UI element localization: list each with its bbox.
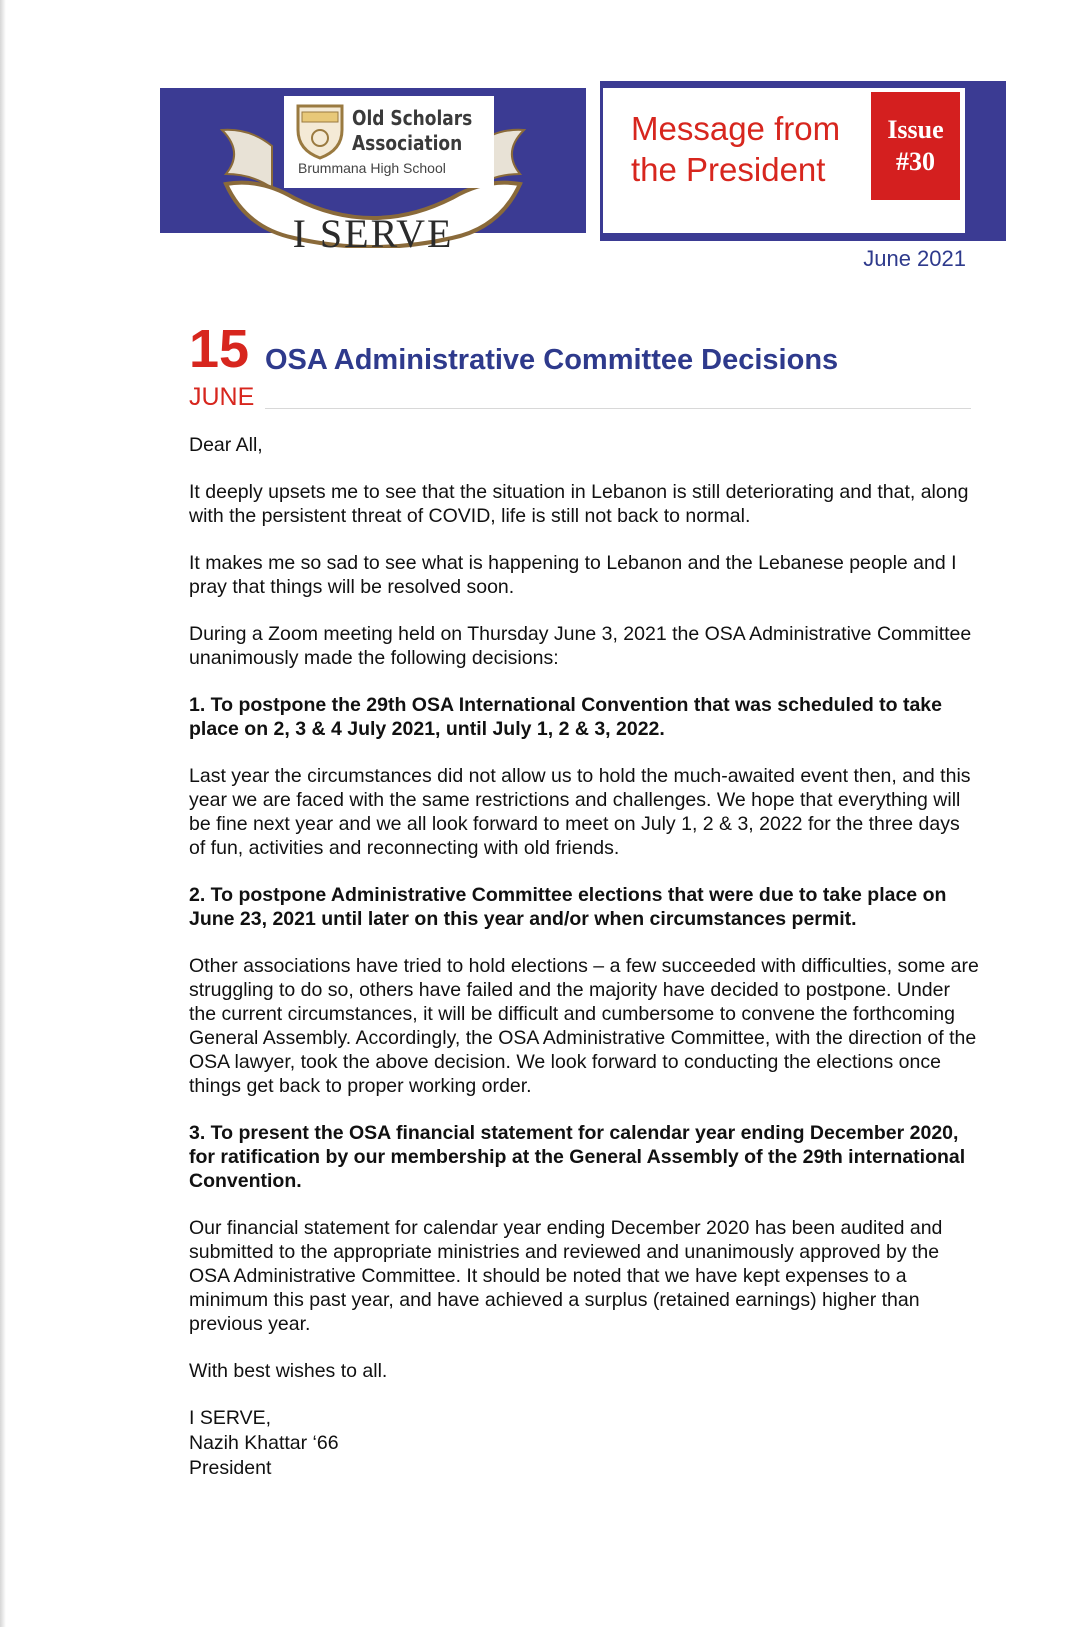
- motto-text: I SERVE: [292, 211, 454, 256]
- association-name: Old Scholars Association: [352, 106, 473, 155]
- decision-heading: 1. To postpone the 29th OSA International Convention that was scheduled to take place on 2, 3 & 4 July 2021, until July 1, 2 & 3, 2022.: [189, 694, 942, 740]
- school-name: Brummana High School: [298, 160, 446, 176]
- paragraph: It makes me so sad to see what is happening to Lebanon and the Lebanese people and I pray that things will be resolved soon.: [189, 552, 957, 598]
- closing-motto: I SERVE,: [189, 1407, 272, 1429]
- letter-greeting: Dear All,: [189, 434, 263, 456]
- article-date-month: JUNE: [189, 383, 255, 411]
- decision-heading: 3. To present the OSA financial statement for calendar year ending December 2020, for ratification by our membership at the General Assembly of the 29th international Convention.: [189, 1122, 966, 1192]
- message-title: Message from the President: [631, 110, 841, 188]
- paragraph: Other associations have tried to hold elections – a few succeeded with difficulties, some are struggling to do so, others have failed and the majority have decided to postpone. Under the current circumstances, it will be difficult and cumbersome to convene the forthcoming General Assembly. Accordingly, the OSA Administrative Committee, with the direction of the OSA lawyer, took the above decision. We look forward to conducting the elections once things get back to proper working order.: [189, 955, 979, 1097]
- issue-badge: [871, 92, 960, 200]
- signer-title: President: [189, 1457, 272, 1479]
- issue-number: #30: [896, 147, 935, 176]
- letter-body: [189, 433, 979, 1481]
- signature-block: [189, 1406, 979, 1481]
- article-date-day: 15: [189, 319, 250, 379]
- issue-date: June 2021: [863, 246, 966, 271]
- article-title: OSA Administrative Committee Decisions: [265, 344, 839, 376]
- letter-sign-off: With best wishes to all.: [189, 1360, 388, 1382]
- paragraph: It deeply upsets me to see that the situation in Lebanon is still deteriorating and that, along with the persistent threat of COVID, life is still not back to normal.: [189, 481, 969, 527]
- association-logo: [284, 96, 494, 188]
- issue-label: Issue: [887, 115, 944, 144]
- paragraph: Last year the circumstances did not allow us to hold the much-awaited event then, and this year we are faced with the same restrictions and challenges. We hope that everything will be fine next year and we all look forward to meet on July 1, 2 & 3, 2022 for the three days of fun, activities and reconnecting with old friends.: [189, 765, 971, 859]
- decision-heading: 2. To postpone Administrative Committee elections that were due to take place on June 23, 2021 until later on this year and/or when circumstances permit.: [189, 884, 947, 930]
- paragraph: During a Zoom meeting held on Thursday June 3, 2021 the OSA Administrative Committee unanimously made the following decisions:: [189, 623, 972, 669]
- title-divider: [265, 408, 971, 409]
- page-edge: [0, 0, 6, 1627]
- signer-name: Nazih Khattar ‘66: [189, 1432, 339, 1454]
- crest-shield-icon: [292, 100, 348, 162]
- paragraph: Our financial statement for calendar year ending December 2020 has been audited and submitted to the appropriate ministries and reviewed and unanimously approved by the OSA Administrative Committee. It should be noted that we have kept expenses to a minimum this past year, and have achieved a surplus (retained earnings) higher than previous year.: [189, 1217, 943, 1335]
- message-title-box: [603, 88, 965, 233]
